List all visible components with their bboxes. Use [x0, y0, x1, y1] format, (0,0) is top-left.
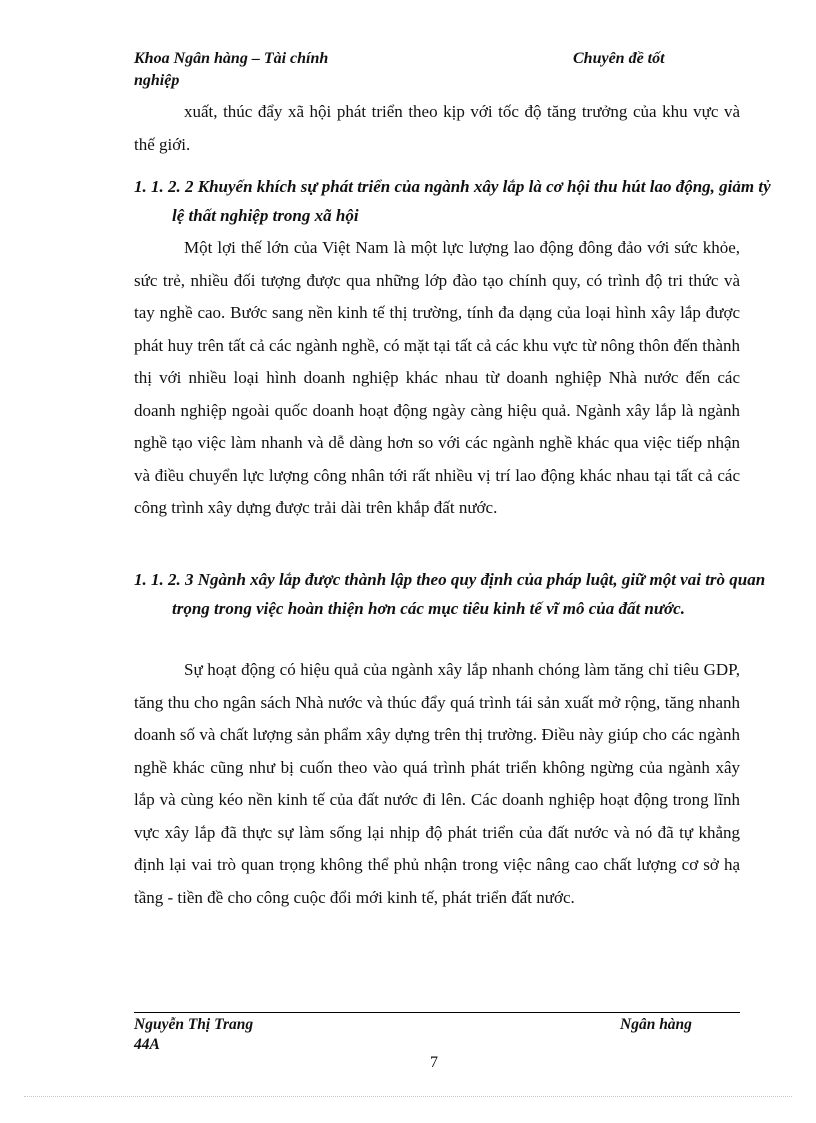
section-heading-1-1-2-3: 1. 1. 2. 3 Ngành xây lắp được thành lập theo quy định của pháp luật, giữ một vai trò quan trọng trong việc hoàn thiện hơn các mục tiêu kinh tế vĩ mô của đất nước.: [134, 570, 766, 618]
paragraph-2-text: Sự hoạt động có hiệu quả của ngành xây lắp nhanh chóng làm tăng chỉ tiêu GDP, tăng thu cho ngân sách Nhà nước và thúc đẩy quá trình tái sản xuất mở rộng, tăng nhanh doanh số và chất lượng sản phẩm xây dựng trên thị trường. Điều này giúp cho các ngành nghề khác cũng như bị cuốn theo vào quá trình phát triển không ngừng của ngành xây lắp và cùng kéo nền kinh tế của đất nước đi lên. Các doanh nghiệp hoạt động trong lĩnh vực xây lắp đã thực sự làm sống lại nhịp độ phát triển của đất nước và nó đã tự khẳng định lại vai trò quan trọng không thể phủ nhận trong việc nâng cao chất lượng cơ sở hạ tầng - tiền đề cho công cuộc đổi mới kinh tế, phát triển đất nước.: [134, 660, 740, 907]
paragraph-0: [134, 96, 740, 161]
author-name: Nguyễn Thị Trang: [134, 1016, 254, 1033]
page-number: 7: [430, 1054, 438, 1071]
header-left: Khoa Ngân hàng – Tài chính: [134, 50, 329, 67]
page-edge-divider: [24, 1096, 792, 1097]
footer-rule: [134, 1012, 740, 1013]
class-code: 44A: [134, 1036, 160, 1053]
header-right: Chuyên đề tốt: [573, 50, 665, 67]
header-wrap: nghiệp: [134, 72, 180, 89]
paragraph-1-text: Một lợi thế lớn của Việt Nam là một lực lượng lao động đông đảo với sức khỏe, sức trẻ, nhiều đối tượng được qua những lớp đào tạo chính quy, có trình độ tri thức và tay nghề cao. Bước sang nền kinh tế thị trường, tính đa dạng của loại hình xây lắp được phát huy trên tất cả các ngành nghề, có mặt tại tất cả các khu vực từ nông thôn đến thành thị với nhiều loại hình doanh nghiệp khác nhau từ doanh nghiệp Nhà nước đến các doanh nghiệp ngoài quốc doanh hoạt động ngày càng hiệu quả. Ngành xây lắp là ngành nghề tạo việc làm nhanh và dễ dàng hơn so với các ngành nghề khác qua việc tiếp nhận và điều chuyển lực lượng công nhân tới rất nhiều vị trí lao động khác nhau tại tất cả các công trình xây dựng được trải dài trên khắp đất nước.: [134, 238, 740, 517]
section-heading-1-1-2-2: 1. 1. 2. 2 Khuyến khích sự phát triển của ngành xây lắp là cơ hội thu hút lao động, giảm tỷ lệ thất nghiệp trong xã hội: [134, 177, 771, 225]
paragraph-2: [134, 654, 740, 914]
paragraph-0-text: xuất, thúc đẩy xã hội phát triển theo kịp với tốc độ tăng trưởng của khu vực và thế giới.: [134, 102, 740, 154]
footer-right: Ngân hàng: [620, 1016, 692, 1033]
paragraph-1: [134, 232, 740, 525]
